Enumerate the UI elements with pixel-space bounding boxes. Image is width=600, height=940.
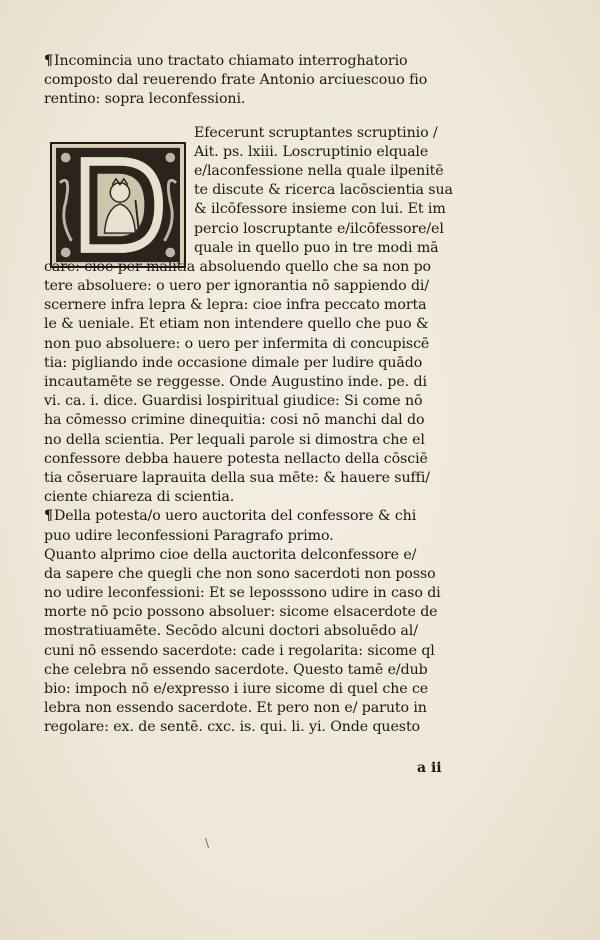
section-heading-line: puo udire leconfessioni Paragrafo primo.	[44, 527, 334, 544]
body-line: scernere infra lepra & lepra: cioe infra peccato morta	[44, 297, 427, 314]
heading-line: ¶Incomincia uno tractato chiamato interroghatorio	[44, 53, 408, 69]
body-line: incautamēte se reggesse. Onde Augustino inde. pe. di	[44, 374, 427, 390]
body-line: no della scientia. Per lequali parole si dimostra che el	[44, 431, 425, 448]
paragraph-mark: ¶	[44, 53, 53, 69]
body-line: bio: impoch nō e/expresso i iure sicome di quel che ce	[44, 681, 429, 697]
body-line: regolare: ex. de sentē. cxc. is. qui. li. yi. Onde questo	[44, 719, 420, 736]
paragraph-mark: ¶	[44, 508, 53, 525]
body-line: e/laconfessione nella quale ilpenitē	[194, 162, 444, 179]
body-line: te discute & ricerca lacōscientia sua	[194, 182, 453, 199]
body-line: tia cōseruare laprauita della sua mēte: & hauere suffi/	[44, 469, 430, 486]
body-line: ciente chiareza di scientia.	[44, 489, 235, 506]
body-line: Ait. ps. lxiii. Loscruptinio elquale	[194, 143, 429, 160]
section-heading-line: ¶Della potesta/o uero auctorita del confessore & chi	[44, 508, 417, 525]
body-line: le & ueniale. Et etiam non intendere quello che puo &	[44, 316, 429, 333]
body-line: mostratiuamēte. Secōdo alcuni doctori absoluēdo al/	[44, 623, 418, 640]
spacer	[44, 110, 464, 124]
body-line: Efecerunt scruptantes scruptinio /	[194, 124, 438, 141]
body-line: tia: pigliando inde occasione dimale per ludire quādo	[44, 354, 423, 371]
text-block	[44, 52, 464, 738]
body-line: Quanto alprimo cioe della auctorita delconfessore e/	[44, 546, 417, 563]
folio-signature: a ii	[417, 760, 442, 776]
body-line: ha cōmesso crimine dinequitia: cosi nō manchi dal do	[44, 412, 425, 429]
ink-mark-icon: \	[205, 836, 210, 850]
body-line: tere absoluere: o uero per ignorantia nō sappiendo di/	[44, 278, 430, 295]
body-line: quale in quello puo in tre modi mā	[194, 239, 439, 256]
body-line: confessore debba hauere potesta nellacto della cōsciē	[44, 450, 428, 467]
body-line: lebra non essendo sacerdote. Et pero non e/ paruto in	[44, 700, 427, 717]
heading-line: composto dal reuerendo frate Antonio arciuescouo fio	[44, 72, 428, 89]
body-line: vi. ca. i. dice. Guardisi lospiritual giudice: Si come nō	[44, 393, 423, 410]
body-line: no udire leconfessioni: Et se leposssono udire in caso di	[44, 585, 441, 602]
body-line: non puo absoluere: o uero per infermita di concupiscē	[44, 335, 430, 352]
heading-line: rentino: sopra leconfessioni.	[44, 91, 246, 108]
body-line: & ilcōfessore insieme con lui. Et im	[194, 201, 446, 218]
body-line: care: cioe per malitia absoluendo quello che sa non po	[44, 258, 432, 275]
body-line: morte nō pcio possono absoluer: sicome elsacerdote de	[44, 604, 438, 621]
body-line: cuni nō essendo sacerdote: cade i regolarita: sicome ql	[44, 642, 435, 659]
body-line: da sapere che quegli che non sono sacerdoti non posso	[44, 565, 436, 582]
body-line: che celebra nō essendo sacerdote. Questo tamē e/dub	[44, 661, 428, 678]
body-line: percio loscruptante e/ilcōfessore/el	[194, 220, 444, 237]
